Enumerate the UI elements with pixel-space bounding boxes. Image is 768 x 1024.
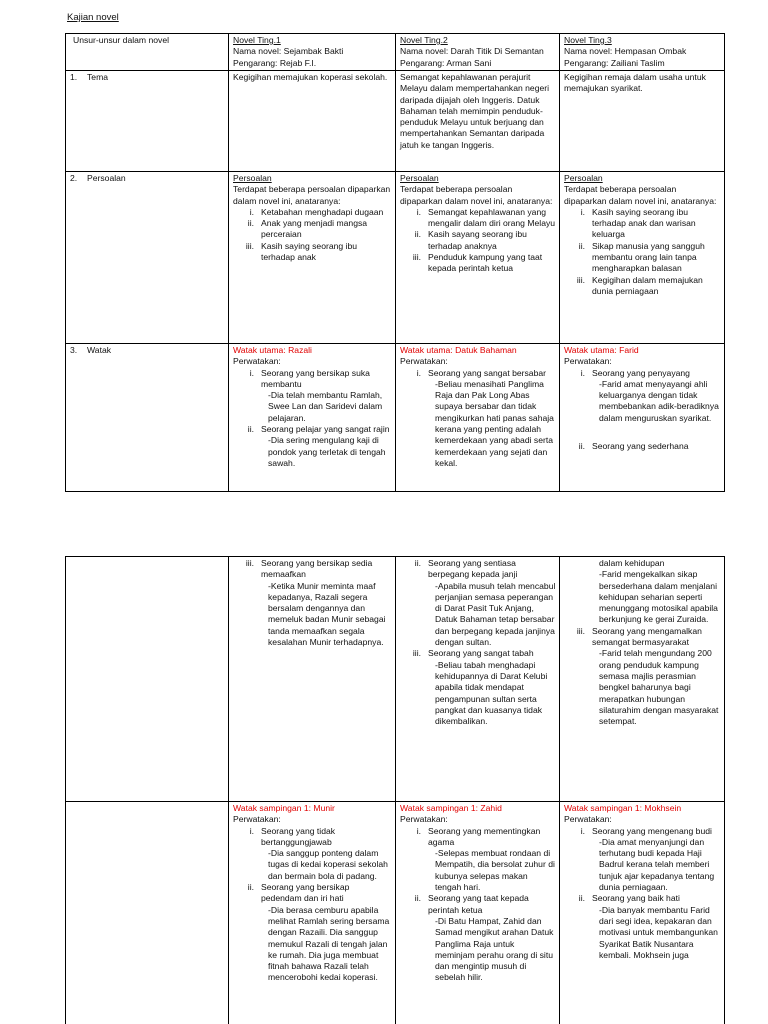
watak-sampingan-row [66,802,725,1024]
persoalan-heading: Persoalan [564,173,603,183]
watak-utama-heading: Watak utama: Datuk Bahaman [400,345,517,355]
list-item: iii. Kasih saying seorang ibu terhadap anak [245,240,358,263]
watak-novel-1 [229,344,396,492]
persoalan-intro: Terdapat beberapa persoalan dipaparkan dalam novel ini, anataranya: [400,184,553,206]
list-item: i. Seorang yang bersikap suka membantu [249,367,370,389]
novel-1-nama: Nama novel: Sejambak Bakti [233,46,344,57]
persoalan-label: Persoalan [87,173,126,183]
header-row [66,34,725,71]
header-col-unsur [66,34,229,71]
tema-num: 1. [70,72,78,82]
header-unsur-label: Unsur-unsur dalam novel [73,35,170,45]
trait-note: -Dia telah membantu Ramlah, Swee Lan dan Saridevi dalam pelajaran. [268,390,383,423]
watak-novel-3 [560,344,725,492]
trait-note: -Beliau menasihati Panglima Raja dan Pak Long Abas supaya bersabar dan tidak mengikurkan hati panas sahaja kerana yang penting adalah kemerdekaan yang abadi serta kemerdekaan yang sejati dan kekal. [435,378,554,468]
list-item: i. Kasih saying seorang ibu terhadap anak dan warisan keluarga [580,206,696,240]
sampingan-novel-1 [229,802,396,1024]
list-item: ii. Sikap manusia yang sangguh membantu orang lain tanpa mengharapkan balasan [578,240,705,274]
tema-novel-2: Semangat kepahlawanan perajurit Melayu dalam mempertahankan negeri daripada dijajah oleh Inggeris. Datuk Bahaman telah memimpin penduduk-penduduk Melayu untuk berjuang dan mempertahankan Semantan daripada jatuh ke tangan Inggeris. [396,71,560,172]
trait-note: -Di Batu Hampat, Zahid dan Samad mengikut arahan Datuk Panglima Raja untuk meminjam perahu orang di situ dan mengintip musuh di sebelah hilir. [435,915,554,983]
document-title: Kajian novel [67,12,119,23]
perwatakan-label: Perwatakan: [400,814,448,825]
watak-utama-heading: Watak utama: Razali [233,345,312,355]
trait-note: -Dia sering mengulang kaji di pondok yang terletak di tengah sawah. [268,435,386,468]
novel-2-nama: Nama novel: Darah Titik Di Semantan [400,46,544,57]
persoalan-row [66,172,725,344]
list-item: ii. Seorang pelajar yang sangat rajin [247,424,390,435]
list-item: iii. Penduduk kampung yang taat kepada perintah ketua [412,252,543,274]
trait-note: -Ketika Munir meminta maaf kepadanya, Razali segera bersalam dengannya dan memeluk badan Munir sebagai tanda memaafkan segala kesalahan Munir terhadapnya. [268,580,386,648]
empty-label-cell [66,557,229,802]
list-item: ii. Seorang yang baik hati [578,893,680,904]
trait-note: -Dia amat menyanjungi dan terhutang budi kepada Haji Badrul kerana telah memberi tunjuk ajar kepadanya tentang dunia perniagaan. [599,836,715,893]
list-item: iii. Seorang yang bersikap sedia memaafkan [245,558,373,580]
list-item: ii. Kasih sayang seorang ibu terhadap anaknya [414,229,527,251]
watak-utama-heading: Watak utama: Farid [564,345,639,355]
tema-novel-3: Kegigihan remaja dalam usaha untuk memajukan syarikat. [560,71,725,172]
trait-note: -Farid mengekalkan sikap bersederhana dalam menjalani kehidupan seharian seperti menunggang motosikal apabila berkunjung ke gerai Zuraida. [599,569,718,625]
trait-note: -Beliau tabah menghadapi kehidupannya di Darat Kelubi apabila tidak mendapat pengampunan sultan serta pangkat dan kuasanya tidak dikembalikan. [435,659,548,727]
watak-row [66,344,725,492]
perwatakan-label: Perwatakan: [233,356,281,367]
novel-table-page1 [65,33,725,492]
persoalan-heading: Persoalan [233,173,272,183]
list-item: i. Seorang yang sangat bersabar [416,367,547,378]
list-item: i. Seorang yang mementingkan agama [416,825,541,847]
list-item: ii. Seorang yang sederhana [578,441,689,452]
list-item: i. Seorang yang penyayang [580,367,690,378]
watak-cont-novel-1 [229,557,396,802]
novel-2-ting: Novel Ting.2 [400,35,448,45]
novel-1-pengarang: Pengarang: Rejab F.I. [233,57,317,68]
trait-note: -Dia banyak membantu Farid dari segi idea, kepakaran dan motivasi untuk membangunkan Syarikat Batik Nusantara kembali. Mokhsein juga [599,904,718,960]
watak-sampingan-heading: Watak sampingan 1: Mokhsein [564,803,682,813]
trait-note: -Dia sanggup ponteng dalam tugas di kedai koperasi sekolah dan bermain bola di padang. [268,848,388,881]
list-item: ii. Seorang yang taat kepada perintah ketua [414,893,529,915]
persoalan-num: 2. [70,173,78,183]
novel-3-pengarang: Pengarang: Zailiani Taslim [564,57,665,68]
header-novel-1 [229,34,396,71]
list-item: i. Semangat kepahlawanan yang mengalir dalam diri orang Melayu [416,206,556,229]
list-item: ii. Anak yang menjadi mangsa perceraian [247,218,368,240]
watak-cont-novel-3 [560,557,725,802]
persoalan-intro: Terdapat beberapa persoalan dipaparkan dalam novel ini, anataranya: [564,184,717,206]
novel-3-nama: Nama novel: Hempasan Ombak [564,46,687,57]
list-item: ii. Seorang yang bersikap pedendam dan iri hati [247,882,350,904]
trait-note: -Selepas membuat rondaan di Mempatih, dia bersolat zuhur di kubunya selepas makan tengah hari. [435,848,555,893]
watak-label-cell [66,344,229,492]
watak-cont-novel-2 [396,557,560,802]
watak-label: Watak [87,345,112,355]
list-item: iii. Seorang yang mengamalkan semangat bermasyarakat [576,625,702,648]
tema-novel-1: Kegigihan memajukan koperasi sekolah. [229,71,396,172]
novel-3-ting: Novel Ting.3 [564,35,612,45]
list-item: i. Seorang yang mengenang budi [580,825,712,836]
persoalan-novel-2 [396,172,560,344]
list-item: ii. Seorang yang sentiasa berpegang kepada janji [414,558,518,580]
trait-note: -Farid telah mengundang 200 orang penduduk kampung semasa majlis perasmian bengkel baharunya bagi merapatkan hubungan silaturahim dengan masyarakat setempat. [599,648,719,727]
watak-sampingan-heading: Watak sampingan 1: Munir [233,803,335,813]
header-novel-3 [560,34,725,71]
novel-2-pengarang: Pengarang: Arman Sani [400,57,492,68]
watak-continued-row [66,557,725,802]
persoalan-novel-1 [229,172,396,344]
tema-label-cell [66,71,229,172]
perwatakan-label: Perwatakan: [564,356,612,367]
novel-table-page2 [65,556,725,1024]
trait-note: -Dia berasa cemburu apabila melihat Ramlah sering bersama dengan Razaili. Dia sanggup memukul Razali di tengah jalan ke rumah. Dia juga membuat fitnah bahawa Razali telah mencerobohi kedai koperasi. [268,904,390,983]
list-item: i. Seorang yang tidak bertanggungjawab [249,825,336,847]
novel-1-ting: Novel Ting.1 [233,35,281,45]
persoalan-heading: Persoalan [400,173,439,183]
trait-note: -Apabila musuh telah mencabul perjanjian semasa peperangan di Darat Pasit Tuk Anjang, Datuk Bahaman tetap bersabar dan berpegang kepada janjinya dengan sultan. [435,580,556,648]
list-item: iii. Seorang yang sangat tabah [412,648,534,659]
empty-label-cell [66,802,229,1024]
trait-note: -Farid amat menyayangi ahli keluarganya dengan tidak membebankan adik-beradiknya dalam menguruskan syarikat. [599,378,719,423]
trait-continuation: dalam kehidupan [599,558,665,568]
sampingan-novel-2 [396,802,560,1024]
sampingan-novel-3 [560,802,725,1024]
persoalan-novel-3 [560,172,725,344]
tema-row [66,71,725,172]
persoalan-intro: Terdapat beberapa persoalan dipaparkan dalam novel ini, anataranya: [233,184,391,206]
watak-novel-2 [396,344,560,492]
tema-label: Tema [87,72,109,82]
list-item: iii. Kegigihan dalam memajukan dunia perniagaan [576,274,703,296]
perwatakan-label: Perwatakan: [233,814,281,825]
persoalan-label-cell [66,172,229,344]
perwatakan-label: Perwatakan: [400,356,448,367]
watak-num: 3. [70,345,78,355]
header-novel-2 [396,34,560,71]
list-item: i. Ketabahan menghadapi dugaan [249,206,384,217]
watak-sampingan-heading: Watak sampingan 1: Zahid [400,803,502,813]
perwatakan-label: Perwatakan: [564,814,612,825]
